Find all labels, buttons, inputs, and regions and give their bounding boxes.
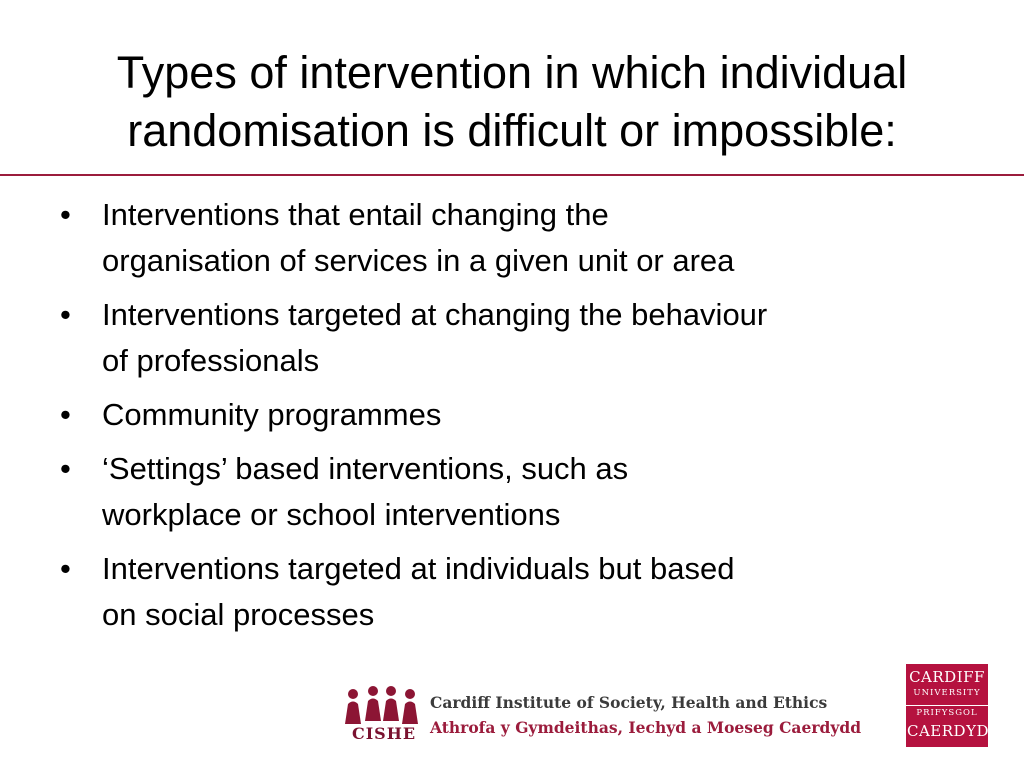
logo-prifysgol-text: PRIFYSGOL bbox=[916, 708, 978, 718]
bullet-line: ‘Settings’ based interventions, such as bbox=[102, 451, 629, 486]
title-line-2: randomisation is difficult or impossible: bbox=[127, 105, 897, 156]
slide-title bbox=[0, 44, 1024, 160]
bullet-line: Community programmes bbox=[102, 397, 442, 432]
logo-university-text: UNIVERSITY bbox=[913, 688, 981, 698]
logo-welsh-panel bbox=[906, 706, 1002, 747]
title-line-1: Types of intervention in which individual bbox=[116, 47, 908, 98]
bullet-item bbox=[54, 392, 984, 438]
bullet-line: on social processes bbox=[102, 597, 375, 632]
bullet-item bbox=[54, 192, 984, 284]
bullet-list bbox=[54, 192, 984, 646]
bullet-icon: • bbox=[60, 397, 71, 432]
bullet-item bbox=[54, 446, 984, 538]
bullet-item bbox=[54, 292, 984, 384]
bullet-line: of professionals bbox=[102, 343, 320, 378]
bullet-icon: • bbox=[60, 297, 71, 332]
bullet-line: workplace or school interventions bbox=[102, 497, 561, 532]
institute-name-welsh: Athrofa y Gymdeithas, Iechyd a Moeseg Caerdydd bbox=[430, 718, 862, 737]
bullet-line: Interventions targeted at changing the behaviour bbox=[102, 297, 768, 332]
logo-english-panel bbox=[906, 664, 988, 705]
bullet-icon: • bbox=[60, 551, 71, 586]
logo-caerdydd-text: CAERDYDD bbox=[907, 722, 1002, 740]
cishe-abbreviation: CISHE bbox=[351, 724, 417, 743]
title-divider bbox=[0, 174, 1024, 176]
bullet-line: Interventions that entail changing the bbox=[102, 197, 609, 232]
cardiff-university-logo bbox=[906, 664, 1002, 746]
logo-cardiff-text: CARDIFF bbox=[909, 668, 985, 686]
bullet-line: Interventions targeted at individuals but based bbox=[102, 551, 735, 586]
bullet-item bbox=[54, 546, 984, 638]
bullet-icon: • bbox=[60, 451, 71, 486]
institute-name-english: Cardiff Institute of Society, Health and Ethics bbox=[430, 693, 828, 712]
bullet-icon: • bbox=[60, 197, 71, 232]
bullet-line: organisation of services in a given unit or area bbox=[102, 243, 735, 278]
